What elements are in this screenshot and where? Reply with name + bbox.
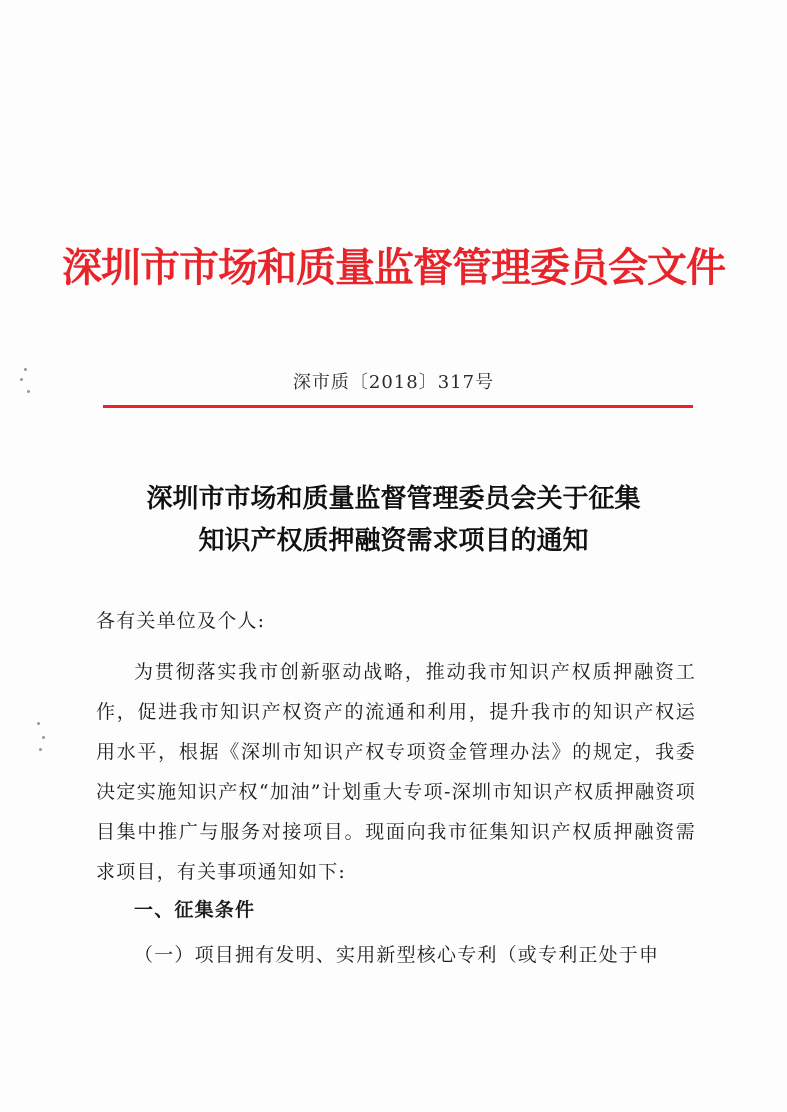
notice-title-line-2: 知识产权质押融资需求项目的通知 xyxy=(198,526,589,556)
scan-speck xyxy=(39,748,42,751)
section-heading: 一、征集条件 xyxy=(134,899,256,921)
scan-speck xyxy=(42,736,45,739)
notice-title xyxy=(0,478,787,562)
notice-title-line-1: 深圳市市场和质量监督管理委员会关于征集 xyxy=(146,484,641,514)
body-paragraph: 为贯彻落实我市创新驱动战略，推动我市知识产权质押融资工作，促进我市知识产权资产的流通和利用，提升我市的知识产权运用水平，根据《深圳市知识产权专项资金管理办法》的规定，我委决定实施知识产权“加油”计划重大专项-深圳市知识产权质押融资项目集中推广与服务对接项目。现面向我市征集知识产权质押融资需求项目，有关事项通知如下: xyxy=(96,661,696,883)
scan-speck xyxy=(20,378,23,381)
issuer-header-title: 深圳市市场和质量监督管理委员会文件 xyxy=(62,244,725,291)
document-number: 深市质〔2018〕317号 xyxy=(292,372,495,393)
scan-speck xyxy=(37,722,40,725)
scan-speck xyxy=(27,390,30,393)
scan-speck xyxy=(24,368,27,371)
condition-item-1: （一）项目拥有发明、实用新型核心专利（或专利正处于申 xyxy=(134,944,660,966)
salutation: 各有关单位及个人: xyxy=(96,610,266,632)
red-divider-line xyxy=(103,405,693,408)
